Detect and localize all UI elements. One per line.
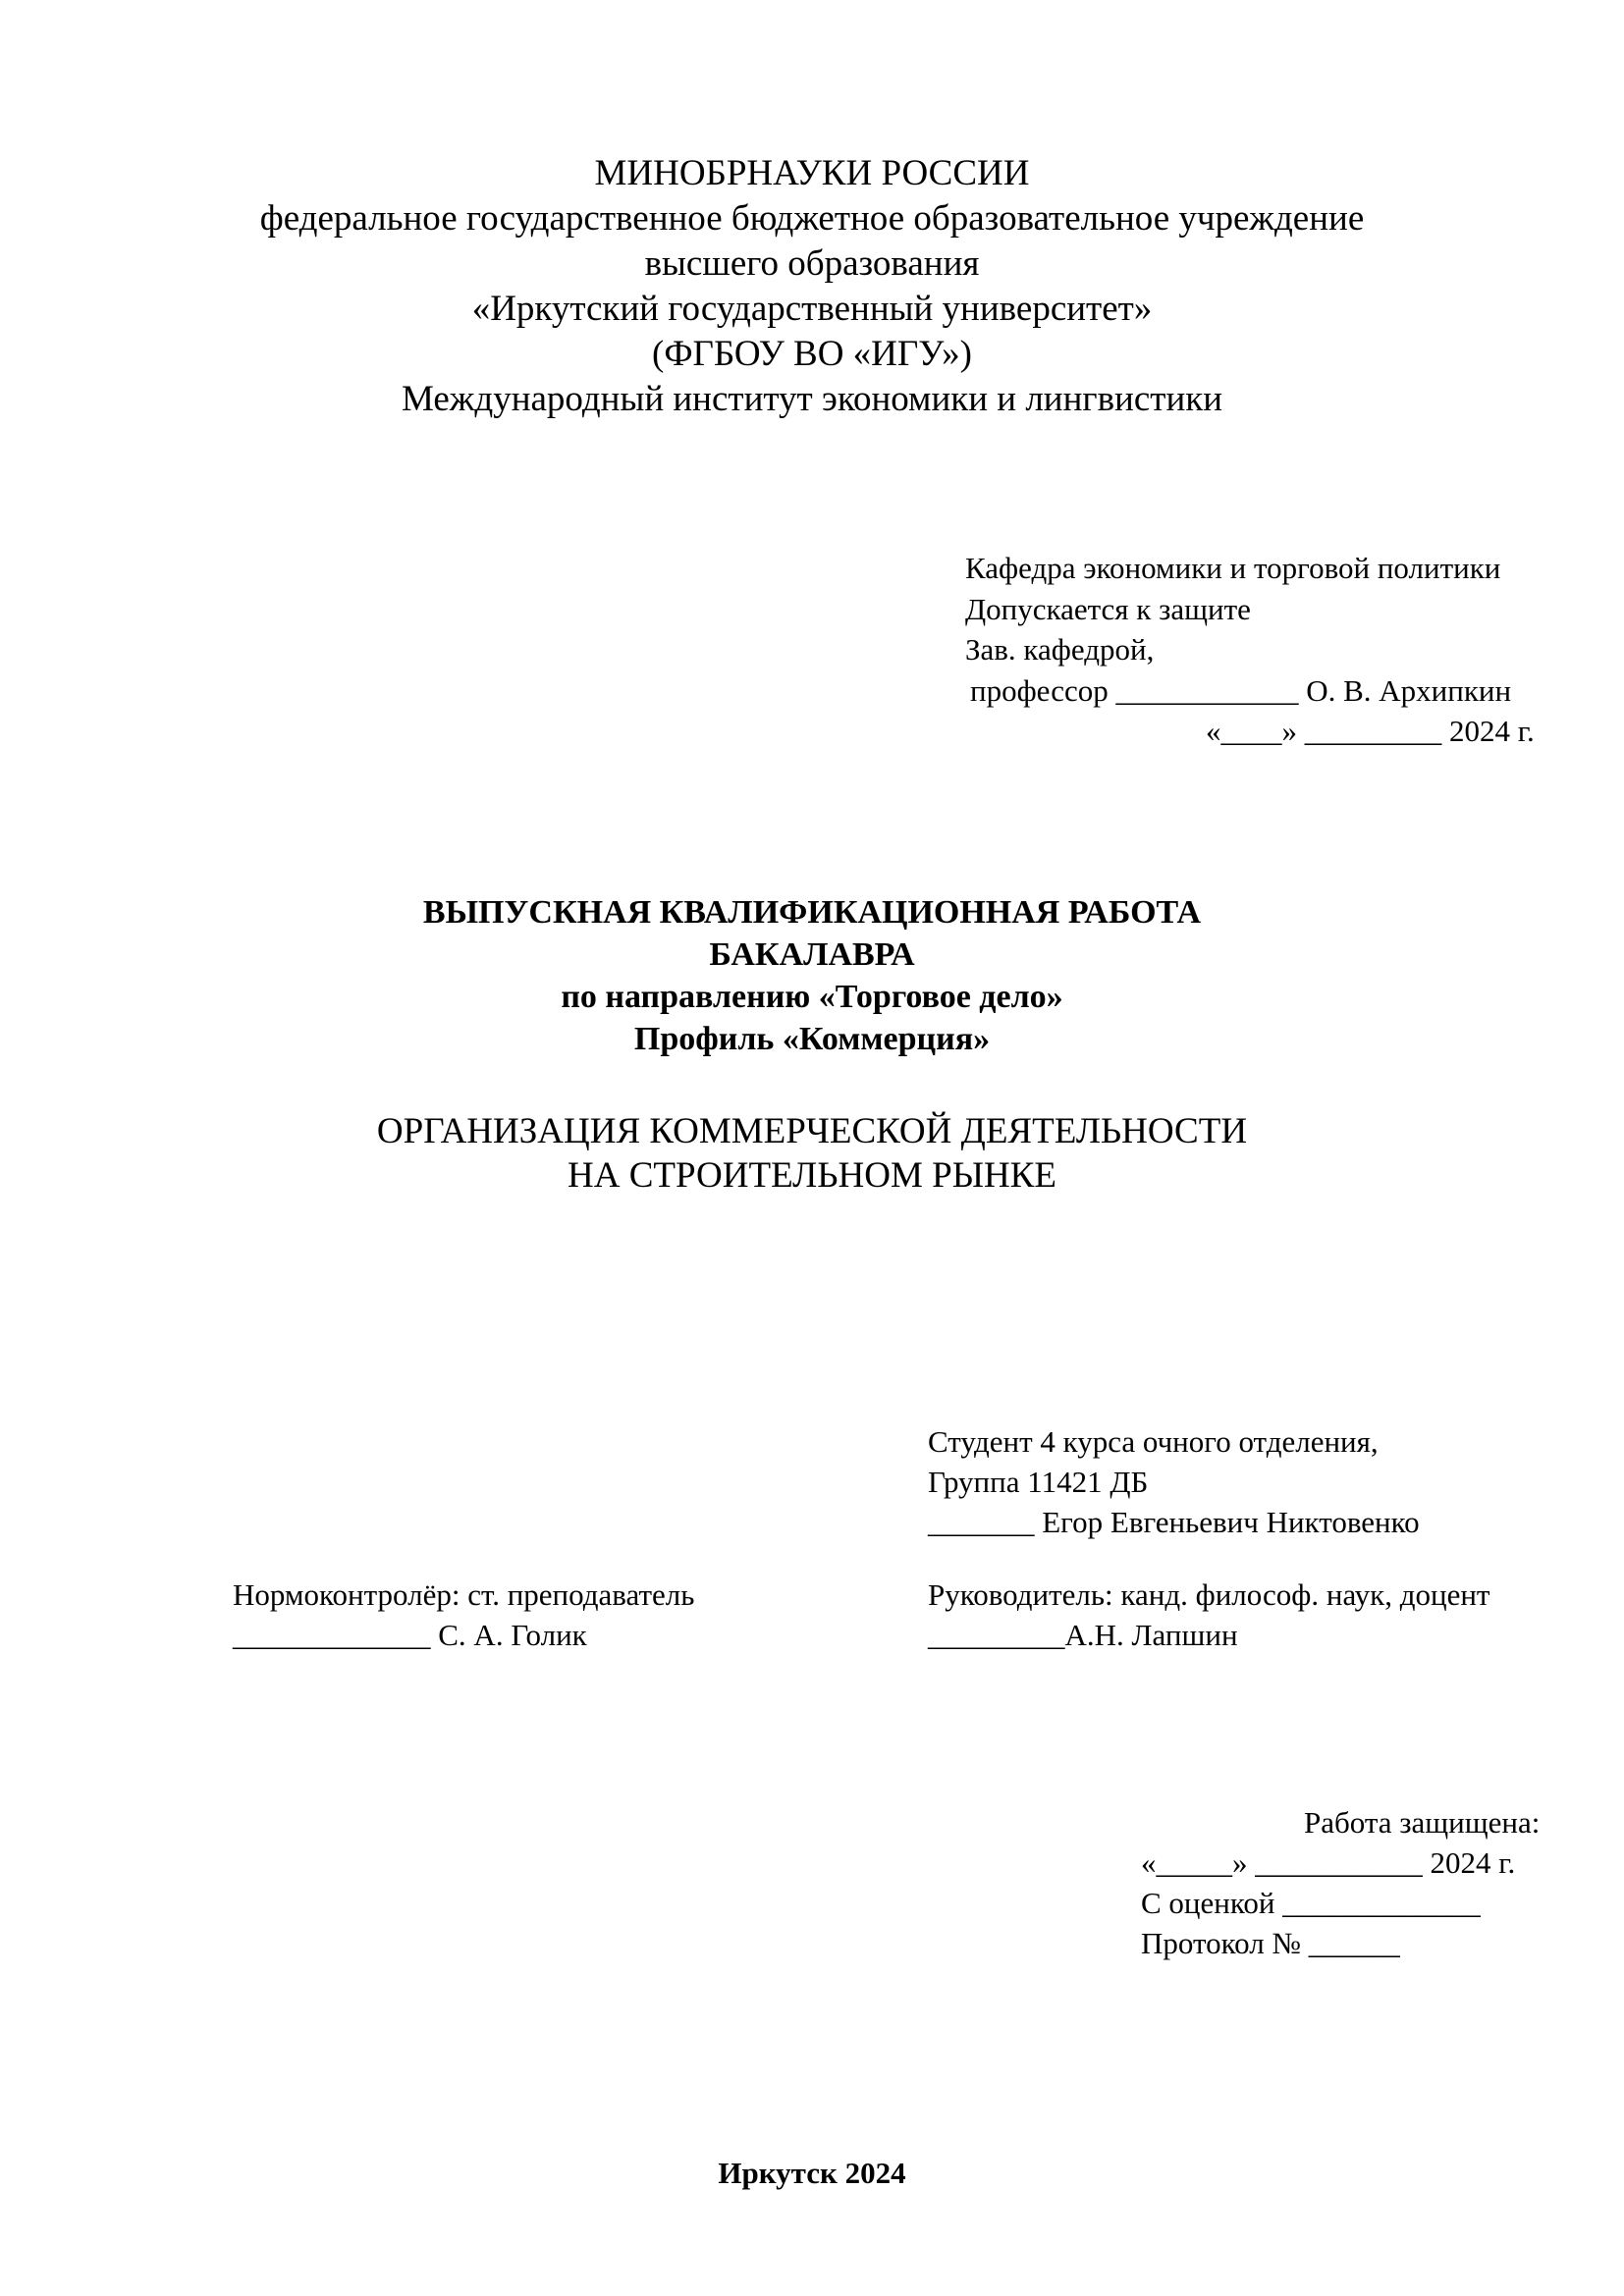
title-page-header (0, 151, 1624, 422)
university-abbreviation: (ФГБОУ ВО «ИГУ») (652, 334, 972, 374)
topic-line2: НА СТРОИТЕЛЬНОМ РЫНКЕ (568, 1155, 1056, 1196)
ministry-name: МИНОБРНАУКИ РОССИИ (594, 153, 1030, 193)
institution-type: федеральное государственное бюджетное образовательное учреждение (259, 198, 1365, 239)
thesis-type-line1: ВЫПУСКНАЯ КВАЛИФИКАЦИОННАЯ РАБОТА (422, 894, 1202, 931)
institute-name: Международный институт экономики и лингвистики (401, 379, 1223, 419)
advisor-block (928, 1575, 1489, 1655)
approval-date-line: «____» _________ 2024 г. (1206, 714, 1535, 748)
defense-date-line: «_____» ___________ 2024 г. (1141, 1845, 1516, 1880)
normocontrol-block (233, 1575, 694, 1655)
advisor-label: Руководитель: канд. философ. наук, доцент (928, 1577, 1490, 1612)
professor-signature-line: профессор ____________ О. В. Архипкин (970, 672, 1512, 708)
topic-line1: ОРГАНИЗАЦИЯ КОММЕРЧЕСКОЙ ДЕЯТЕЛЬНОСТИ (376, 1111, 1248, 1151)
thesis-topic (0, 1109, 1624, 1198)
city-year: Иркутск 2024 (718, 2156, 906, 2190)
normocontrol-signature-line: _____________ С. А. Голик (233, 1618, 587, 1652)
department-head-label: Зав. кафедрой, (965, 632, 1155, 667)
defense-grade-line: С оценкой _____________ (1141, 1886, 1481, 1920)
defense-protocol-line: Протокол № ______ (1141, 1926, 1400, 1960)
normocontrol-label: Нормоконтролёр: ст. преподаватель (233, 1577, 695, 1612)
student-block (928, 1421, 1420, 1542)
study-direction: по направлению «Торговое дело» (561, 979, 1063, 1015)
education-level: высшего образования (644, 243, 980, 284)
student-group: Группа 11421 ДБ (928, 1465, 1149, 1499)
student-course: Студент 4 курса очного отделения, (928, 1424, 1379, 1459)
thesis-type-line2: БАКАЛАВРА (709, 936, 915, 973)
defense-label: Работа защищена: (1304, 1805, 1541, 1840)
thesis-title-block (0, 891, 1624, 1060)
admission-note: Допускается к защите (965, 591, 1251, 626)
defense-block (1141, 1802, 1540, 1963)
student-signature-line: _______ Егор Евгеньевич Никтовенко (928, 1505, 1420, 1539)
department-name: Кафедра экономики и торговой политики (965, 551, 1501, 585)
advisor-signature-line: _________А.Н. Лапшин (928, 1618, 1238, 1652)
study-profile: Профиль «Коммерция» (633, 1021, 991, 1057)
department-approval-block (965, 548, 1574, 752)
university-name: «Иркутский государственный университет» (471, 289, 1153, 329)
